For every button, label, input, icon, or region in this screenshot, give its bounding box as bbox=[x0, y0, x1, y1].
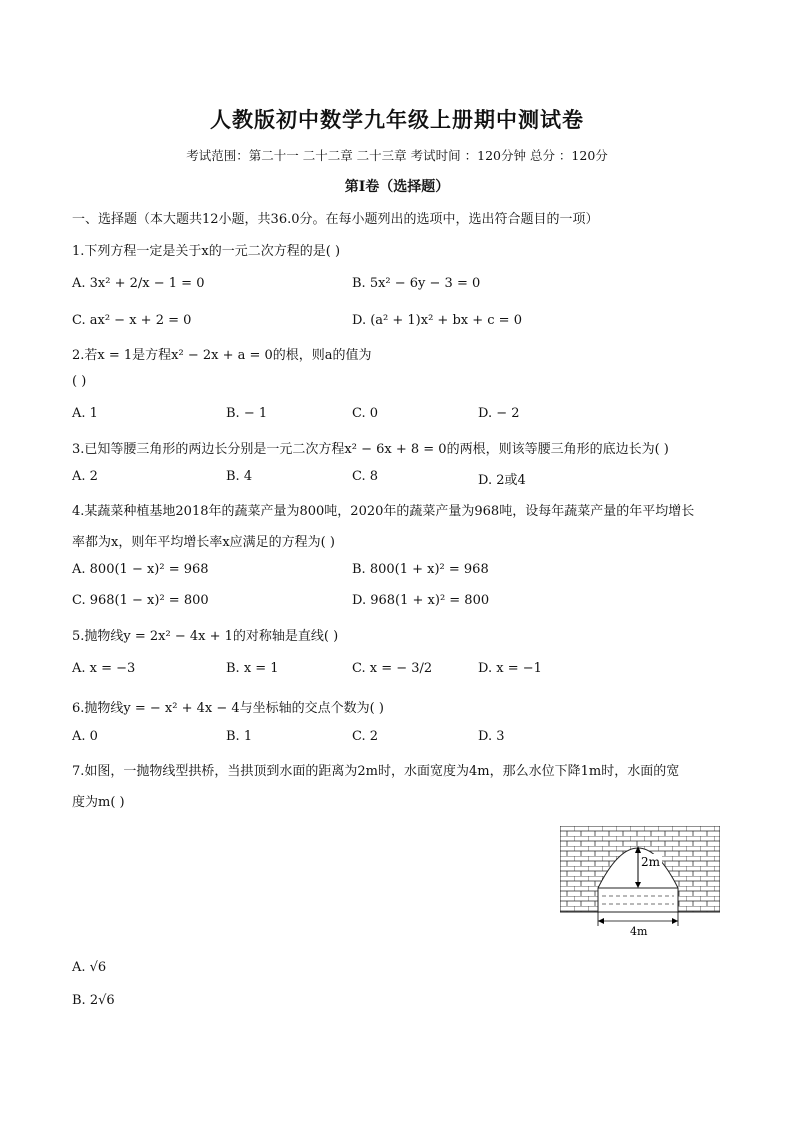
arch-bridge-figure bbox=[560, 826, 720, 936]
q6-option-d[interactable]: D. 3 bbox=[478, 729, 505, 744]
question-4-stem: 4.某蔬菜种植基地2018年的蔬菜产量为800吨，2020年的蔬菜产量为968吨，设每年蔬菜产量的年平均增长 bbox=[72, 504, 695, 519]
q4-option-b[interactable]: B. 800(1 + x)² = 968 bbox=[352, 562, 489, 577]
arrow-left-icon bbox=[598, 918, 604, 924]
q6-option-a[interactable]: A. 0 bbox=[72, 729, 98, 744]
q3-option-a[interactable]: A. 2 bbox=[72, 469, 98, 484]
q2-option-a[interactable]: A. 1 bbox=[72, 406, 98, 421]
q1-option-d[interactable]: D. (a² + 1)x² + bx + c = 0 bbox=[352, 313, 522, 328]
exam-subtitle: 考试范围：第二十一 二十二章 二十三章 考试时间 ：120分钟 总分 ：120分 bbox=[186, 148, 608, 163]
q7-option-b[interactable]: B. 2√6 bbox=[72, 993, 115, 1008]
q4-option-c[interactable]: C. 968(1 − x)² = 800 bbox=[72, 593, 209, 608]
q1-option-b[interactable]: B. 5x² − 6y − 3 = 0 bbox=[352, 276, 481, 291]
exam-title: 人教版初中数学九年级上册期中测试卷 bbox=[210, 107, 584, 132]
question-2-paren: ( ) bbox=[72, 374, 87, 389]
q1-option-c[interactable]: C. ax² − x + 2 = 0 bbox=[72, 313, 192, 328]
q5-option-b[interactable]: B. x = 1 bbox=[226, 661, 279, 676]
q5-option-d[interactable]: D. x = −1 bbox=[478, 661, 542, 676]
question-4-stem-cont: 率都为x，则年平均增长率x应满足的方程为( ) bbox=[72, 535, 335, 550]
height-label: 2m bbox=[641, 855, 661, 869]
q4-option-a[interactable]: A. 800(1 − x)² = 968 bbox=[72, 562, 209, 577]
q3-option-c[interactable]: C. 8 bbox=[352, 469, 379, 484]
instructions: 一、选择题（本大题共12小题，共36.0分。在每小题列出的选项中，选出符合题目的一项） bbox=[72, 212, 599, 227]
q3-option-d[interactable]: D. 2或4 bbox=[478, 473, 526, 488]
q1-option-a[interactable]: A. 3x² + 2/x − 1 = 0 bbox=[72, 276, 205, 291]
question-7-stem-cont: 度为m( ) bbox=[72, 795, 125, 810]
question-2-stem: 2.若x = 1是方程x² − 2x + a = 0的根，则a的值为 bbox=[72, 348, 372, 363]
question-7-stem: 7.如图，一抛物线型拱桥，当拱顶到水面的距离为2m时，水面宽度为4m，那么水位下降1m时，水面的宽 bbox=[72, 764, 680, 779]
q6-option-b[interactable]: B. 1 bbox=[226, 729, 253, 744]
q3-option-b[interactable]: B. 4 bbox=[226, 469, 253, 484]
width-label: 4m bbox=[630, 925, 648, 936]
q2-option-b[interactable]: B. − 1 bbox=[226, 406, 268, 421]
q5-option-a[interactable]: A. x = −3 bbox=[72, 661, 136, 676]
question-6-stem: 6.抛物线y = − x² + 4x − 4与坐标轴的交点个数为( ) bbox=[72, 701, 384, 716]
question-5-stem: 5.抛物线y = 2x² − 4x + 1的对称轴是直线( ) bbox=[72, 629, 339, 644]
question-3-stem: 3.已知等腰三角形的两边长分别是一元二次方程x² − 6x + 8 = 0的两根，则该等腰三角形的底边长为( ) bbox=[72, 442, 669, 457]
q2-option-d[interactable]: D. − 2 bbox=[478, 406, 520, 421]
q5-option-c[interactable]: C. x = − 3/2 bbox=[352, 661, 433, 676]
q6-option-c[interactable]: C. 2 bbox=[352, 729, 379, 744]
section-title: 第I卷（选择题） bbox=[344, 179, 450, 195]
arrow-right-icon bbox=[672, 918, 678, 924]
question-1-stem: 1.下列方程一定是关于x的一元二次方程的是( ) bbox=[72, 244, 341, 259]
q2-option-c[interactable]: C. 0 bbox=[352, 406, 379, 421]
q4-option-d[interactable]: D. 968(1 + x)² = 800 bbox=[352, 593, 490, 608]
q7-option-a[interactable]: A. √6 bbox=[72, 960, 107, 975]
